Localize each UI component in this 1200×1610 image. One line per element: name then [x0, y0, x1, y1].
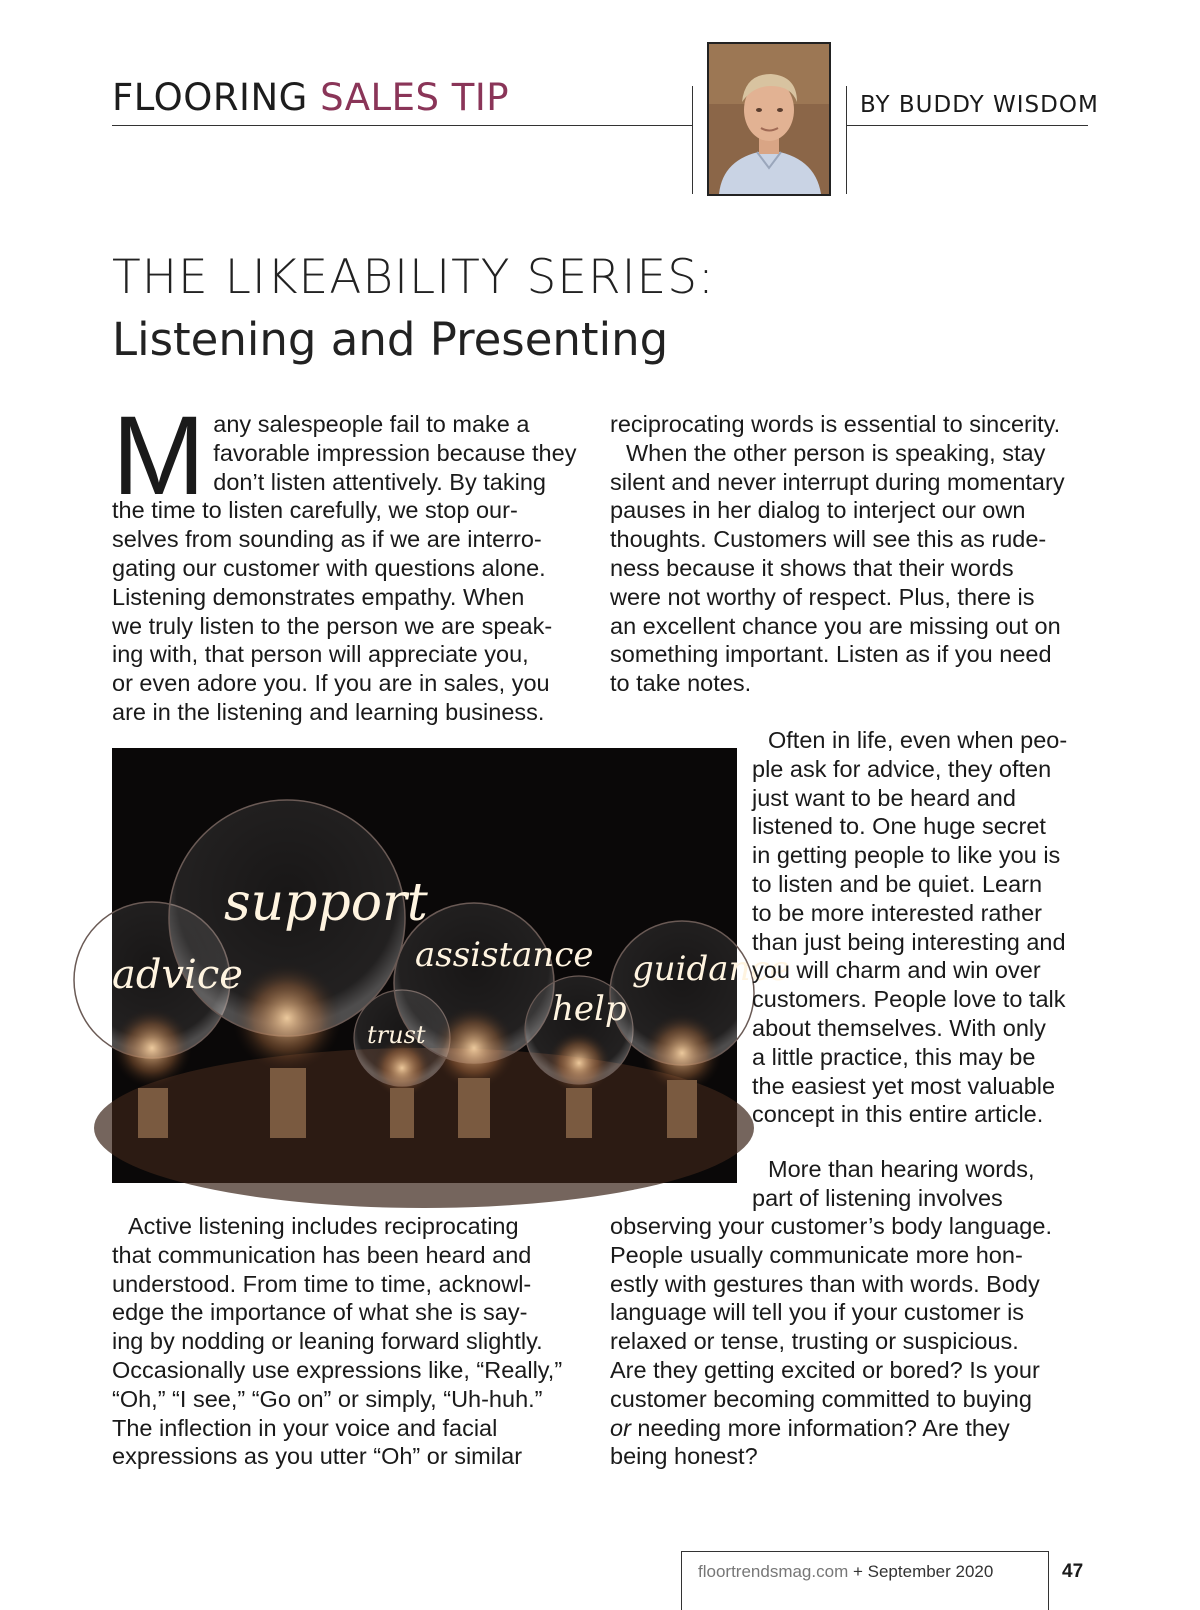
body-line: ing by nodding or leaning forward slightly.: [112, 1328, 543, 1355]
body-line: customer becoming committed to buying: [610, 1385, 1032, 1412]
body-line: People usually communicate more hon-: [610, 1241, 1023, 1268]
body-line: concept in this entire article.: [752, 1101, 1044, 1128]
divider-right: [846, 86, 847, 194]
bulb-word-assistance: assistance: [415, 935, 594, 975]
intro-line: we truly listen to the person we are speak-: [112, 612, 553, 639]
body-line: The inflection in your voice and facial: [112, 1414, 498, 1441]
body-line: Often in life, even when peo-: [768, 727, 1068, 753]
body-line: the easiest yet most valuable: [752, 1072, 1056, 1099]
body-line: to be more interested rather: [752, 899, 1042, 926]
bulb-word-support: support: [224, 873, 428, 933]
body-line: ness because it shows that their words: [610, 554, 1014, 581]
article-title: THE LIKEABILITY SERIES:: [112, 250, 715, 305]
body-line: just want to be heard and: [752, 784, 1016, 811]
intro-line: or even adore you. If you are in sales, you: [112, 670, 550, 697]
bulb-word-help: help: [552, 989, 627, 1029]
paragraph-body-language: [610, 1212, 1100, 1471]
body-line: More than hearing words,: [768, 1156, 1035, 1182]
body-line: silent and never interrupt during momentary: [610, 468, 1065, 495]
body-line: a little practice, this may be: [752, 1043, 1036, 1070]
body-line: part of listening involves: [752, 1184, 1003, 1211]
paragraph-advice: [752, 726, 1092, 1129]
drop-cap: M: [112, 393, 206, 518]
emphasis-or: or: [610, 1414, 631, 1441]
body-line: something important. Listen as if you need: [610, 641, 1052, 668]
intro-line: selves from sounding as if we are interro-: [112, 526, 542, 553]
body-line: understood. From time to time, acknowl-: [112, 1270, 532, 1297]
lightbulbs-image: [112, 748, 790, 1183]
body-line: Occasionally use expressions like, “Really,”: [112, 1356, 563, 1383]
intro-line: any salespeople fail to make a: [213, 411, 530, 437]
body-line: customers. People love to talk: [752, 986, 1066, 1013]
paragraph-body-language-intro: [752, 1155, 1092, 1213]
body-line: Are they getting excited or bored? Is your: [610, 1356, 1040, 1383]
intro-line: Listening demonstrates empathy. When: [112, 583, 525, 610]
article-subtitle: Listening and Presenting: [112, 313, 669, 366]
section-label-accent: SALES TIP: [320, 76, 510, 119]
body-line: in getting people to like you is: [752, 842, 1061, 869]
header-rule-left: [112, 125, 692, 126]
page-number: 47: [1062, 1561, 1084, 1582]
bulb-word-advice: advice: [112, 952, 243, 998]
body-line: that communication has been heard and: [112, 1241, 532, 1268]
body-line: to take notes.: [610, 670, 752, 697]
body-line: relaxed or tense, trusting or suspicious.: [610, 1328, 1019, 1355]
body-line: pauses in her dialog to interject our own: [610, 497, 1026, 524]
intro-line: are in the listening and learning business.: [112, 698, 545, 725]
body-line: an excellent chance you are missing out on: [610, 612, 1061, 639]
body-line: to listen and be quiet. Learn: [752, 870, 1043, 897]
intro-line: don’t listen attentively. By taking: [213, 468, 546, 495]
intro-line: favorable impression because they: [213, 439, 577, 466]
paragraph-active-listening: [112, 1212, 602, 1471]
body-line: language will tell you if your customer is: [610, 1299, 1025, 1326]
bulb-word-guidance: guidance: [632, 949, 790, 989]
body-line: estly with gestures than with words. Body: [610, 1270, 1040, 1297]
body-line: When the other person is speaking, stay: [626, 439, 1046, 466]
paragraph-intro: [112, 393, 602, 727]
body-line: ple ask for advice, they often: [752, 755, 1052, 782]
byline: BY BUDDY WISDOM: [860, 92, 1099, 118]
intro-line: the time to listen carefully, we stop our-: [112, 497, 518, 524]
body-line-rest: needing more information? Are they: [630, 1414, 1010, 1441]
header-rule-right: [846, 125, 1088, 126]
section-label: [112, 76, 509, 119]
footer-info: [698, 1562, 993, 1582]
footer-separator: +: [852, 1562, 863, 1581]
body-line: edge the importance of what she is say-: [112, 1299, 528, 1326]
bulb-word-trust: trust: [367, 1021, 426, 1049]
body-line: Active listening includes reciprocating: [128, 1213, 519, 1239]
body-line: than just being interesting and: [752, 928, 1066, 955]
body-line: [610, 1414, 1100, 1443]
intro-line: ing with, that person will appreciate you,: [112, 641, 529, 668]
intro-line: gating our customer with questions alone.: [112, 554, 546, 581]
body-line: observing your customer’s body language.: [610, 1213, 1052, 1239]
body-line: expressions as you utter “Oh” or similar: [112, 1443, 523, 1470]
body-line: thoughts. Customers will see this as rude-: [610, 526, 1047, 553]
body-line: you will charm and win over: [752, 957, 1041, 984]
footer-site: floortrendsmag.com: [698, 1562, 849, 1581]
paragraph-reciprocating: [610, 410, 1100, 698]
body-line: being honest?: [610, 1443, 758, 1470]
divider-left: [692, 86, 693, 194]
body-line: about themselves. With only: [752, 1014, 1046, 1041]
body-line: reciprocating words is essential to sincerity.: [610, 411, 1061, 437]
footer-date: September 2020: [867, 1562, 994, 1581]
body-line: “Oh,” “I see,” “Go on” or simply, “Uh-huh.”: [112, 1385, 543, 1412]
author-photo: [707, 42, 831, 196]
section-label-main: FLOORING: [112, 76, 308, 119]
body-line: listened to. One huge secret: [752, 813, 1046, 840]
body-line: were not worthy of respect. Plus, there is: [610, 583, 1035, 610]
